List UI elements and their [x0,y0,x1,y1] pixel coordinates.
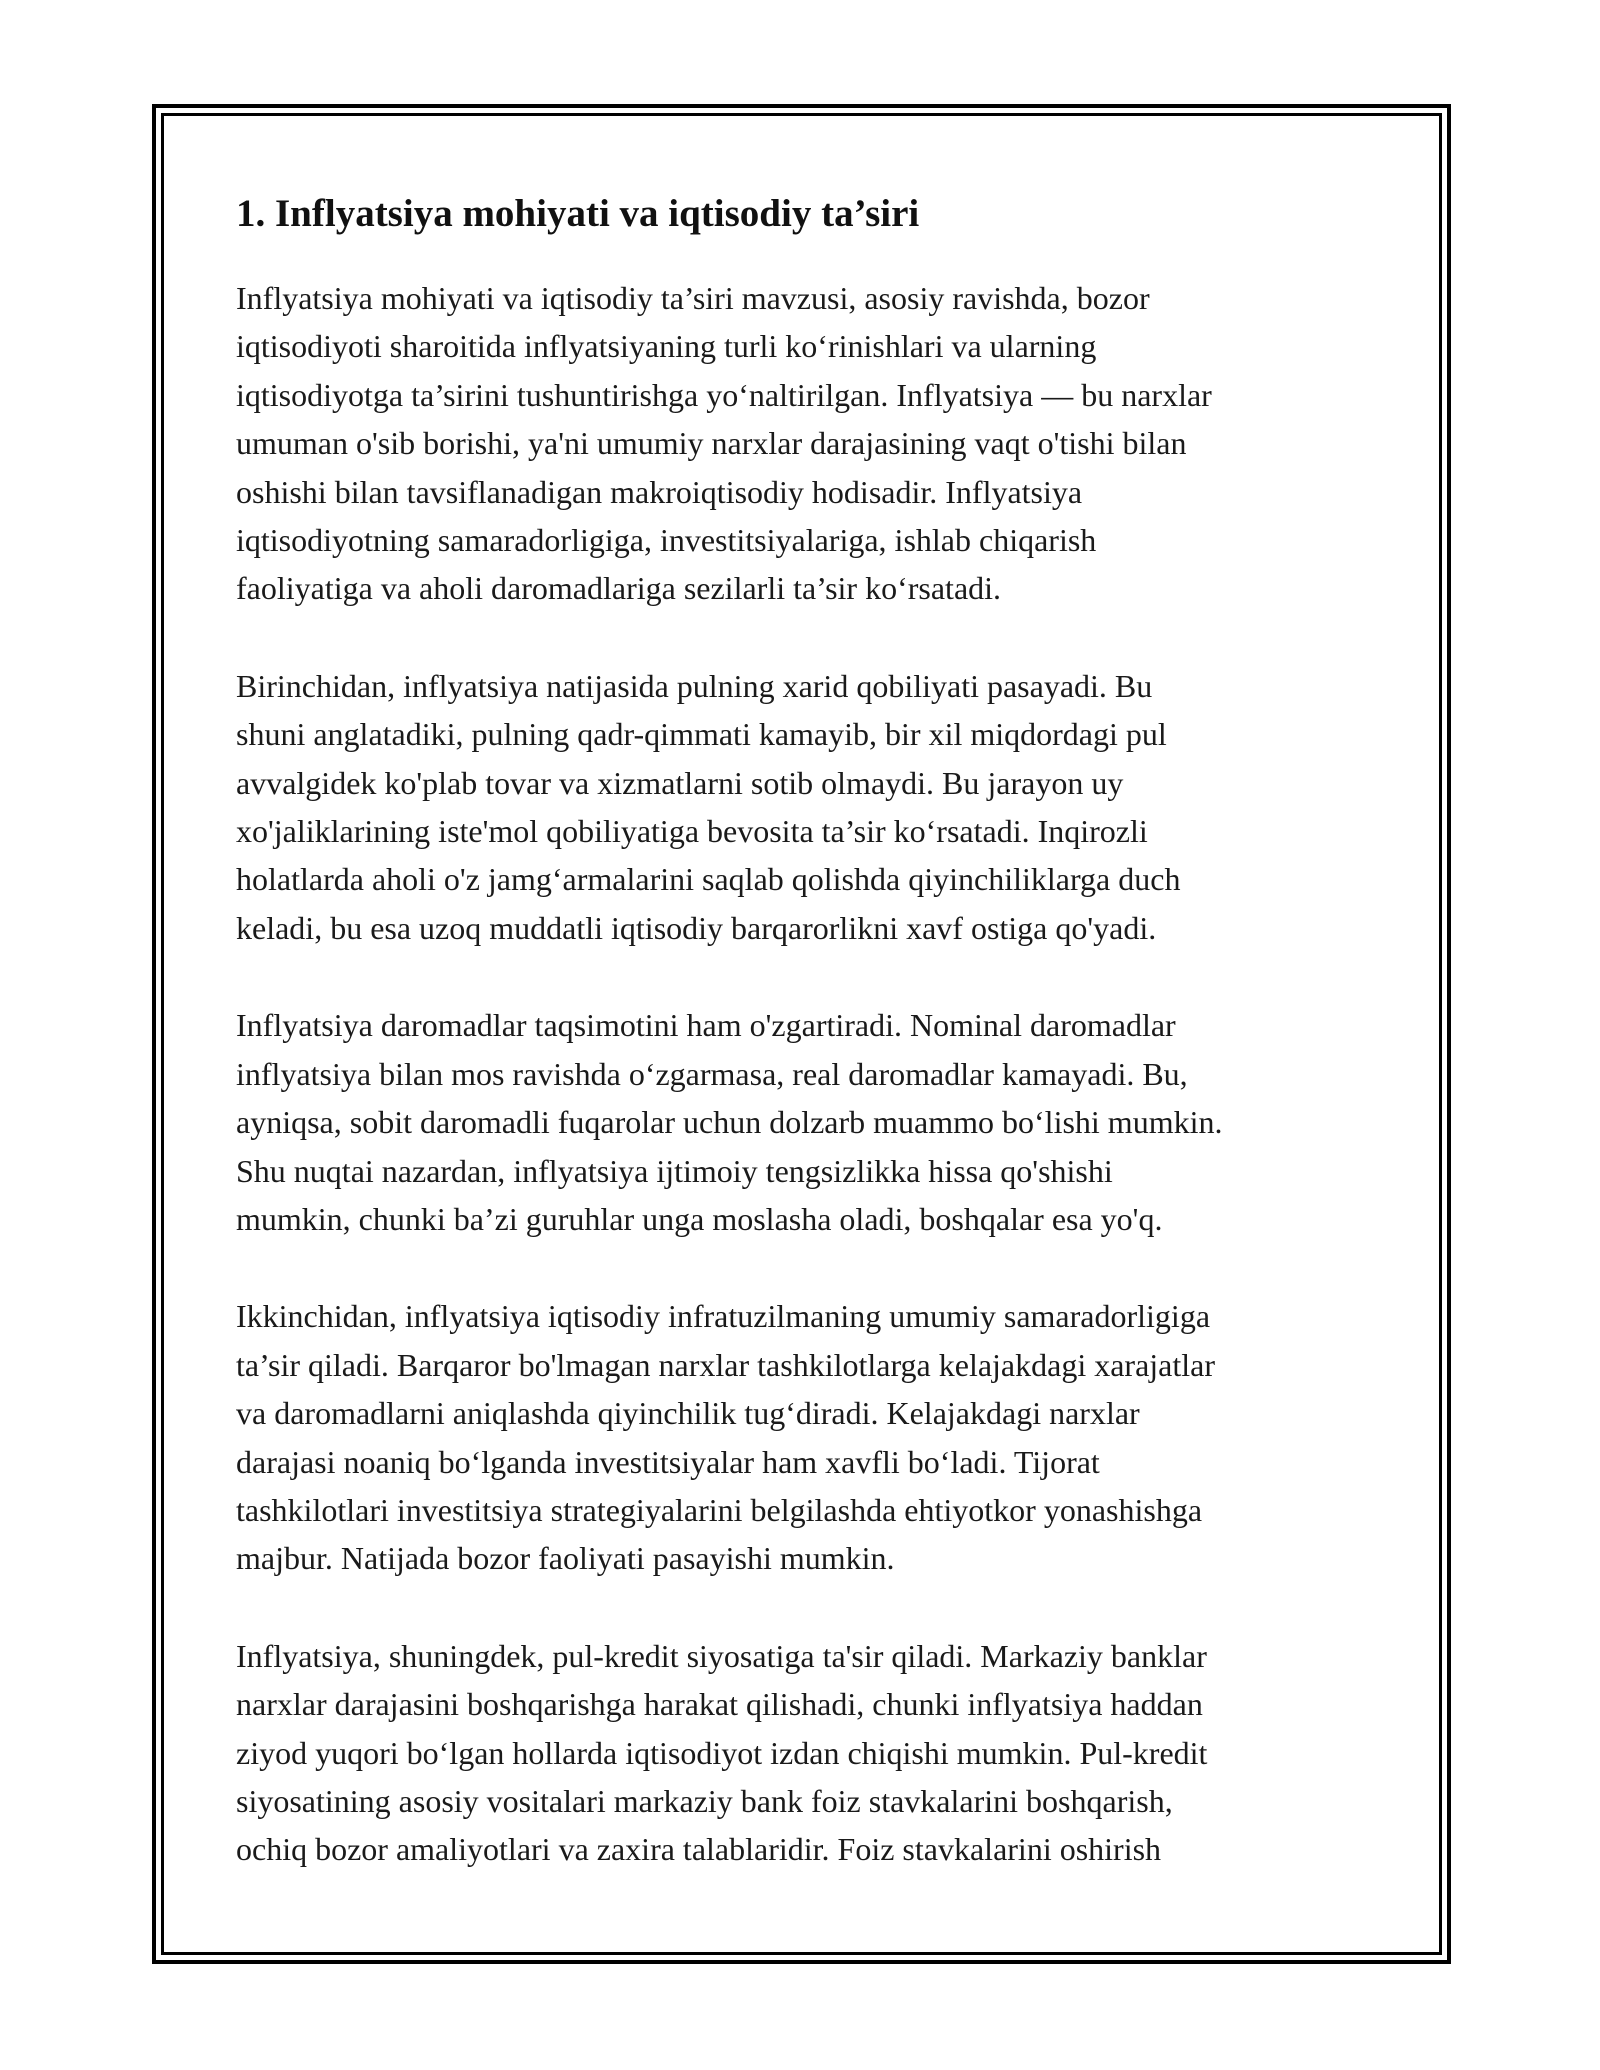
paragraph-line: narxlar darajasini boshqarishga harakat qilishadi, chunki inflyatsiya haddan [236,1686,1203,1723]
paragraph-line: darajasi noaniq bo‘lganda investitsiyalar ham xavfli bo‘ladi. Tijorat [236,1443,1100,1480]
paragraph-line: va daromadlarni aniqlashda qiyinchilik tug‘diradi. Kelajakdagi narxlar [236,1395,1140,1432]
paragraph-line: keladi, bu esa uzoq muddatli iqtisodiy barqarorlikni xavf ostiga qo'yadi. [236,909,1157,946]
paragraph-line: Shu nuqtai nazardan, inflyatsiya ijtimoiy tengsizlikka hissa qo'shishi [236,1152,1113,1189]
paragraph [236,1001,1376,1243]
document-body [236,180,1376,1874]
paragraph-line: inflyatsiya bilan mos ravishda o‘zgarmasa, real daromadlar kamayadi. Bu, [236,1055,1188,1092]
paragraph-list [236,274,1376,1874]
paragraph-line: xo'jaliklarining iste'mol qobiliyatiga bevosita ta’sir ko‘rsatadi. Inqirozli [236,813,1148,850]
paragraph-line: Inflyatsiya daromadlar taqsimotini ham o'zgartiradi. Nominal daromadlar [236,1007,1176,1044]
paragraph-line: tashkilotlari investitsiya strategiyalarini belgilashda ehtiyotkor yonashishga [236,1491,1203,1528]
paragraph-line: Inflyatsiya, shuningdek, pul-kredit siyosatiga ta'sir qiladi. Markaziy banklar [236,1637,1207,1674]
paragraph [236,274,1376,613]
paragraph-line: mumkin, chunki ba’zi guruhlar unga moslasha oladi, boshqalar esa yo'q. [236,1200,1163,1237]
paragraph [236,662,1376,952]
paragraph [236,1632,1376,1874]
paragraph-line: holatlarda aholi o'z jamg‘armalarini saqlab qolishda qiyinchiliklarga duch [236,861,1181,898]
section-heading: 1. Inflyatsiya mohiyati va iqtisodiy ta’siri [236,192,920,235]
paragraph-line: faoliyatiga va aholi daromadlariga sezilarli ta’sir ko‘rsatadi. [236,570,1002,607]
paragraph-line: avvalgidek ko'plab tovar va xizmatlarni sotib olmaydi. Bu jarayon uy [236,764,1124,801]
paragraph-line: iqtisodiyotning samaradorligiga, investitsiyalariga, ishlab chiqarish [236,522,1097,559]
paragraph-line: ochiq bozor amaliyotlari va zaxira talablaridir. Foiz stavkalarini oshirish [236,1831,1162,1868]
paragraph-line: majbur. Natijada bozor faoliyati pasayishi mumkin. [236,1540,895,1577]
paragraph-line: umuman o'sib borishi, ya'ni umumiy narxlar darajasining vaqt o'tishi bilan [236,425,1187,462]
paragraph-line: oshishi bilan tavsiflanadigan makroiqtisodiy hodisadir. Inflyatsiya [236,473,1083,510]
paragraph-line: Inflyatsiya mohiyati va iqtisodiy ta’siri mavzusi, asosiy ravishda, bozor [236,280,1150,316]
paragraph-line: ziyod yuqori bo‘lgan hollarda iqtisodiyot izdan chiqishi mumkin. Pul-kredit [236,1734,1208,1771]
paragraph-line: iqtisodiyoti sharoitida inflyatsiyaning turli ko‘rinishlari va ularning [236,328,1097,365]
paragraph-line: ayniqsa, sobit daromadli fuqarolar uchun dolzarb muammo bo‘lishi mumkin. [236,1104,1223,1141]
paragraph-line: shuni anglatadiki, pulning qadr-qimmati kamayib, bir xil miqdordagi pul [236,716,1167,753]
paragraph-line: Ikkinchidan, inflyatsiya iqtisodiy infratuzilmaning umumiy samaradorligiga [236,1298,1211,1335]
paragraph-line: Birinchidan, inflyatsiya natijasida pulning xarid qobiliyati pasayadi. Bu [236,667,1153,704]
paragraph [236,1292,1376,1582]
paragraph-line: siyosatining asosiy vositalari markaziy bank foiz stavkalarini boshqarish, [236,1782,1173,1819]
paragraph-line: ta’sir qiladi. Barqaror bo'lmagan narxlar tashkilotlarga kelajakdagi xarajatlar [236,1346,1216,1383]
paragraph-line: iqtisodiyotga ta’sirini tushuntirishga yo‘naltirilgan. Inflyatsiya — bu narxlar [236,376,1212,413]
